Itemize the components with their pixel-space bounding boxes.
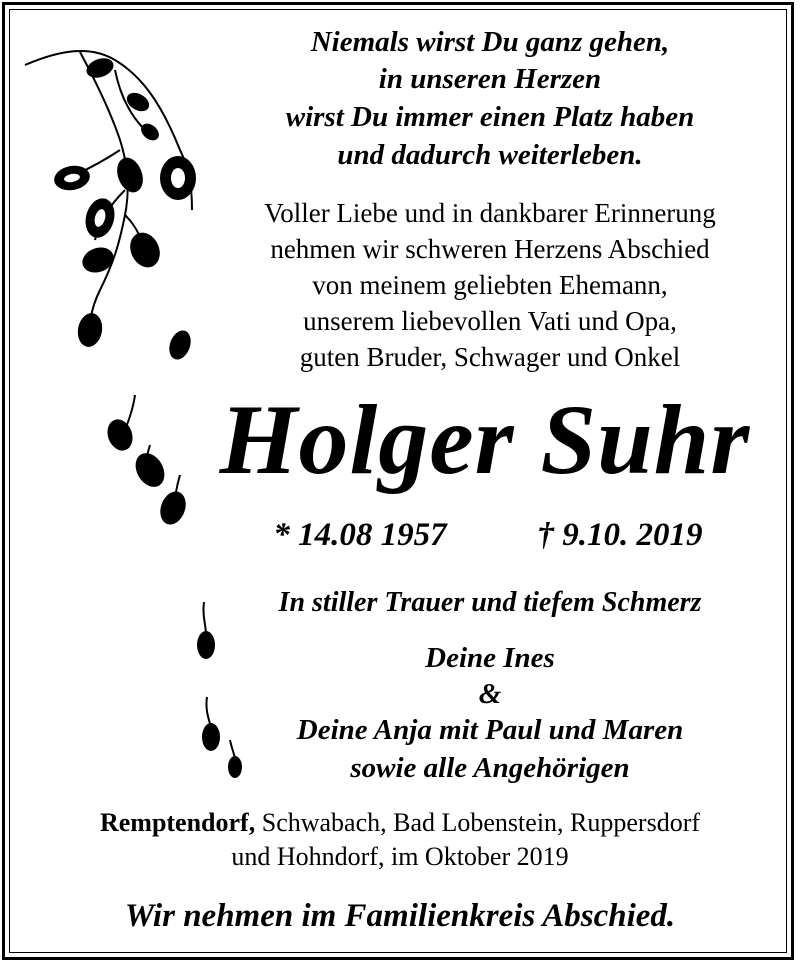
place-rest: Schwabach, Bad Lobenstein, Ruppersdorf <box>255 808 701 837</box>
mourner-line-4: sowie alle Angehörigen <box>350 752 630 784</box>
mourner-line-1: Deine Ines <box>425 642 555 674</box>
poem-line-4: und dadurch weiterleben. <box>337 139 643 171</box>
place-line-2: und Hohndorf, im Oktober 2019 <box>231 842 569 871</box>
poem-line-1: Niemals wirst Du ganz gehen, <box>310 26 670 58</box>
closing-line: Wir nehmen im Familienkreis Abschied. <box>124 898 676 934</box>
poem-line-3: wirst Du immer einen Platz haben <box>285 101 695 133</box>
intro-line-3: von meinem geliebten Ehemann, <box>312 270 668 300</box>
poem-line-2: in unseren Herzen <box>378 63 602 95</box>
intro-line-5: guten Bruder, Schwager und Onkel <box>299 342 681 372</box>
falling-leaves-illustration <box>95 390 195 540</box>
birch-branch-illustration <box>20 40 210 370</box>
place-bold: Remptendorf, <box>99 808 256 837</box>
intro-line-2: nehmen wir schweren Herzens Abschied <box>270 234 710 264</box>
grief-line: In stiller Trauer und tiefem Schmerz <box>278 587 702 618</box>
intro-line-4: unserem liebevollen Vati und Opa, <box>303 306 677 336</box>
intro-line-1: Voller Liebe und in dankbarer Erinnerung <box>264 198 716 228</box>
mourner-line-2: & <box>478 678 502 710</box>
place-line-1 <box>10 806 790 839</box>
mourner-line-3: Deine Anja mit Paul und Maren <box>296 714 684 746</box>
deceased-name: Holger Suhr <box>219 384 751 495</box>
death-date: † 9.10. 2019 <box>537 517 703 553</box>
birth-date: * 14.08 1957 <box>273 517 447 553</box>
